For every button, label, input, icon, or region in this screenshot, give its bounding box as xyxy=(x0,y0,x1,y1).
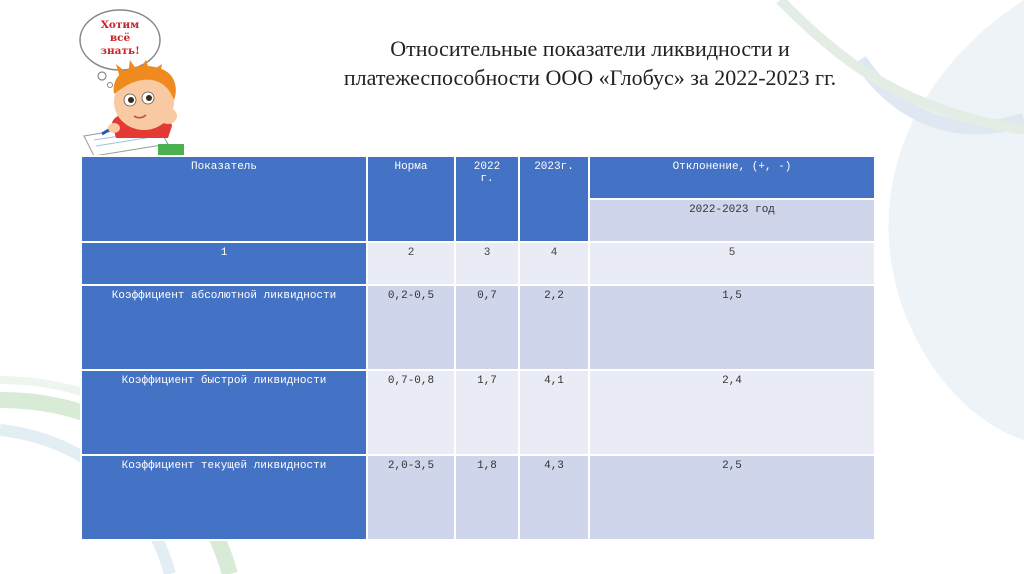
bubble-text-line2: всё xyxy=(109,32,131,44)
col-number-4: 4 xyxy=(520,243,588,284)
liquidity-ratios-table xyxy=(80,155,876,541)
row-norm: 2,0-3,5 xyxy=(368,456,454,539)
col-number-3: 3 xyxy=(456,243,518,284)
header-norm: Норма xyxy=(368,157,454,241)
header-year-2022-line1: 2022 xyxy=(473,161,501,173)
row-deviation: 2,4 xyxy=(590,371,874,454)
row-indicator-name: Коэффициент абсолютной ликвидности xyxy=(82,286,366,369)
row-deviation: 2,5 xyxy=(590,456,874,539)
table-row xyxy=(82,286,874,369)
bubble-text-line3: знать! xyxy=(100,45,140,57)
boy-mascot-illustration xyxy=(72,4,194,160)
header-deviation-period: 2022-2023 год xyxy=(590,200,874,241)
bubble-text-line1: Хотим xyxy=(100,19,140,31)
row-value-2023: 4,3 xyxy=(520,456,588,539)
row-value-2023: 4,1 xyxy=(520,371,588,454)
row-value-2022: 0,7 xyxy=(456,286,518,369)
row-norm: 0,7-0,8 xyxy=(368,371,454,454)
row-value-2022: 1,8 xyxy=(456,456,518,539)
header-indicator: Показатель xyxy=(82,157,366,241)
slide-title-line2: платежеспособности ООО «Глобус» за 2022-2023 гг. xyxy=(343,65,837,90)
row-indicator-name: Коэффициент быстрой ликвидности xyxy=(82,371,366,454)
table-row xyxy=(82,371,874,454)
slide-title-line1: Относительные показатели ликвидности и xyxy=(390,36,790,61)
col-number-5: 5 xyxy=(590,243,874,284)
col-number-2: 2 xyxy=(368,243,454,284)
row-value-2023: 2,2 xyxy=(520,286,588,369)
row-value-2022: 1,7 xyxy=(456,371,518,454)
slide-title xyxy=(290,34,890,92)
col-number-1: 1 xyxy=(82,243,366,284)
header-year-2022-line2: г. xyxy=(480,173,494,185)
table-row xyxy=(82,456,874,539)
header-year-2022 xyxy=(456,157,518,241)
header-deviation: Отклонение, (+, -) xyxy=(590,157,874,198)
header-year-2023: 2023г. xyxy=(520,157,588,241)
row-indicator-name: Коэффициент текущей ликвидности xyxy=(82,456,366,539)
row-norm: 0,2-0,5 xyxy=(368,286,454,369)
row-deviation: 1,5 xyxy=(590,286,874,369)
